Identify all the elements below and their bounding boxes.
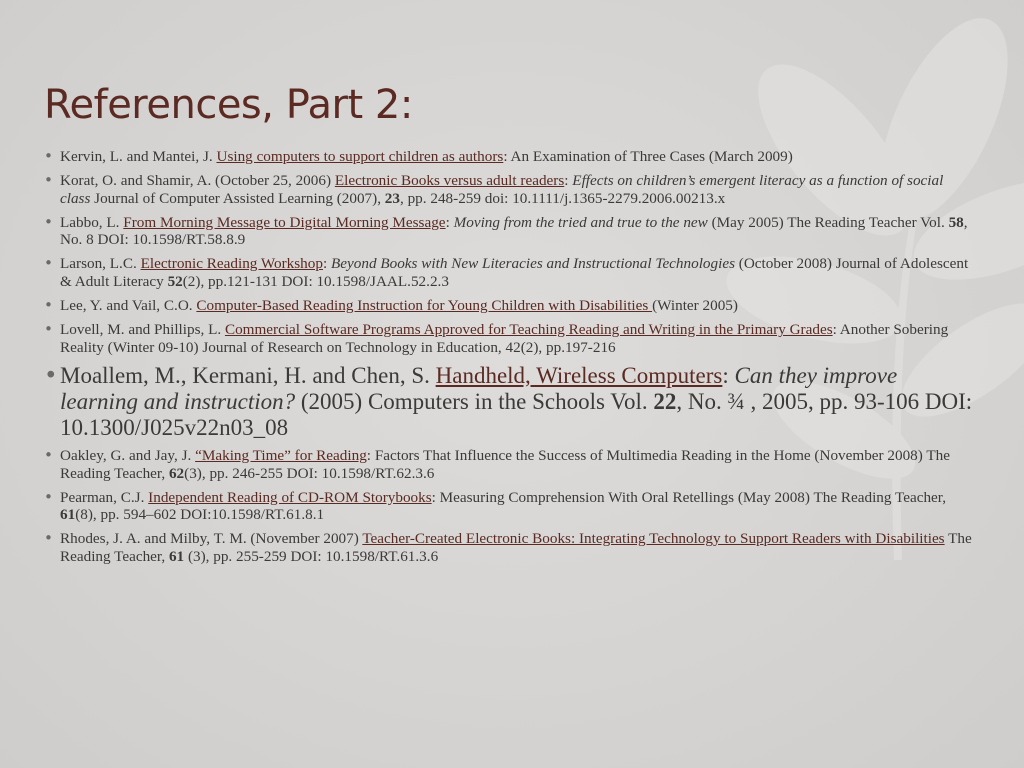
ref-text: Journal of Computer Assisted Learning (2007), [90, 189, 385, 207]
ref-text: (8), pp. 594–602 DOI:10.1598/RT.61.8.1 [75, 506, 325, 524]
ref-link[interactable]: Handheld, Wireless Computers [435, 362, 723, 388]
bullet-icon: • [44, 487, 53, 506]
ref-link[interactable]: Independent Reading of CD-ROM Storybooks [148, 488, 432, 506]
ref-text: , No. ¾ , 2005, pp. 93-106 DOI: 10.1300/J025v22n03_08 [60, 388, 973, 440]
ref-authors: Larson, L.C. [60, 255, 141, 273]
reference-item [44, 530, 974, 565]
bullet-icon: • [44, 171, 53, 190]
bullet-icon: • [44, 445, 53, 464]
ref-text: (3), pp. 255-259 DOI: 10.1598/RT.61.3.6 [184, 547, 439, 565]
ref-authors: Pearman, C.J. [60, 488, 149, 506]
ref-link[interactable]: Teacher-Created Electronic Books: Integrating Technology to Support Readers with Disabilities [362, 530, 945, 548]
reference-item [44, 148, 974, 166]
bullet-icon: • [44, 362, 58, 389]
ref-volume: 62 [168, 464, 185, 482]
reference-item [44, 321, 974, 356]
ref-text: (2005) Computers in the Schools Vol. [295, 388, 654, 414]
ref-authors: Moallem, M., Kermani, H. and Chen, S. [60, 362, 436, 388]
ref-text: : [722, 362, 735, 388]
ref-link[interactable]: Electronic Reading Workshop [140, 255, 323, 273]
ref-text: : An Examination of Three Cases (March 2009) [503, 148, 793, 165]
ref-text: : Measuring Comprehension With Oral Retellings (May 2008) The Reading Teacher, [431, 488, 947, 506]
reference-item [44, 447, 974, 482]
ref-subtitle: Beyond Books with New Literacies and Instructional Technologies [331, 255, 735, 273]
ref-text: : Another Sobering Reality (Winter 09-10) Journal of Research on Technology in Education, 42(2), pp.197-216 [60, 321, 949, 356]
ref-text: : [445, 213, 454, 231]
reference-item [44, 255, 974, 290]
ref-volume: 61 [60, 506, 76, 524]
bullet-icon: • [44, 212, 53, 231]
ref-volume: 22 [653, 388, 677, 414]
ref-volume: 23 [384, 189, 400, 207]
ref-text: : [322, 255, 331, 273]
ref-text: (May 2005) The Reading Teacher Vol. [707, 213, 949, 231]
ref-text: : Factors That Influence the Success of Multimedia Reading in the Home (November 2008) The Reading Teacher, [60, 446, 950, 482]
reference-item-highlighted [44, 363, 974, 441]
ref-text: (3), pp. 246-255 DOI: 10.1598/RT.62.3.6 [184, 464, 435, 482]
ref-authors: Korat, O. and Shamir, A. (October 25, 2006) [60, 172, 335, 190]
ref-volume: 58 [948, 213, 964, 231]
reference-item [44, 489, 974, 524]
reference-item [44, 297, 974, 315]
ref-authors: Oakley, G. and Jay, J. [60, 446, 196, 464]
ref-authors: Lee, Y. and Vail, C.O. [60, 297, 197, 315]
ref-subtitle: Can they improve learning and instruction? [60, 362, 898, 414]
reference-list [44, 148, 974, 572]
ref-text: , pp. 248-259 doi: 10.1111/j.1365-2279.2006.00213.x [399, 189, 726, 207]
ref-link[interactable]: Electronic Books versus adult readers [334, 172, 565, 190]
ref-text: The Reading Teacher, [60, 530, 972, 565]
ref-link[interactable]: Commercial Software Programs Approved for Teaching Reading and Writing in the Primary Grades [224, 321, 833, 339]
bullet-icon: • [44, 147, 53, 165]
ref-subtitle: Moving from the tried and true to the new [453, 213, 708, 231]
ref-text: (October 2008) Journal of Adolescent & Adult Literacy [60, 255, 969, 291]
ref-authors: Labbo, L. [60, 213, 124, 231]
ref-volume: 61 [168, 547, 185, 565]
ref-authors: Kervin, L. and Mantei, J. [60, 148, 217, 165]
reference-item [44, 172, 974, 207]
bullet-icon: • [44, 296, 53, 315]
ref-subtitle: Effects on children’s emergent literacy as a function of social class [60, 172, 944, 207]
ref-text: , No. 8 DOI: 10.1598/RT.58.8.9 [60, 213, 968, 249]
reference-item [44, 214, 974, 249]
bullet-icon: • [44, 320, 53, 339]
ref-text: (2), pp.121-131 DOI: 10.1598/JAAL.52.2.3 [182, 273, 449, 291]
ref-link[interactable]: Computer-Based Reading Instruction for Young Children with Disabilities [196, 297, 653, 315]
ref-link[interactable]: Using computers to support children as authors [216, 148, 504, 165]
ref-volume: 52 [167, 273, 183, 291]
ref-link[interactable]: “Making Time” for Reading [195, 446, 367, 464]
ref-text: (Winter 2005) [652, 297, 738, 315]
ref-text: : [564, 172, 573, 190]
bullet-icon: • [44, 529, 53, 548]
ref-link[interactable]: From Morning Message to Digital Morning Message [123, 213, 446, 231]
page-title: References, Part 2: [44, 82, 413, 128]
bullet-icon: • [44, 254, 53, 273]
ref-authors: Rhodes, J. A. and Milby, T. M. (November 2007) [60, 530, 363, 548]
ref-authors: Lovell, M. and Phillips, L. [60, 321, 225, 339]
